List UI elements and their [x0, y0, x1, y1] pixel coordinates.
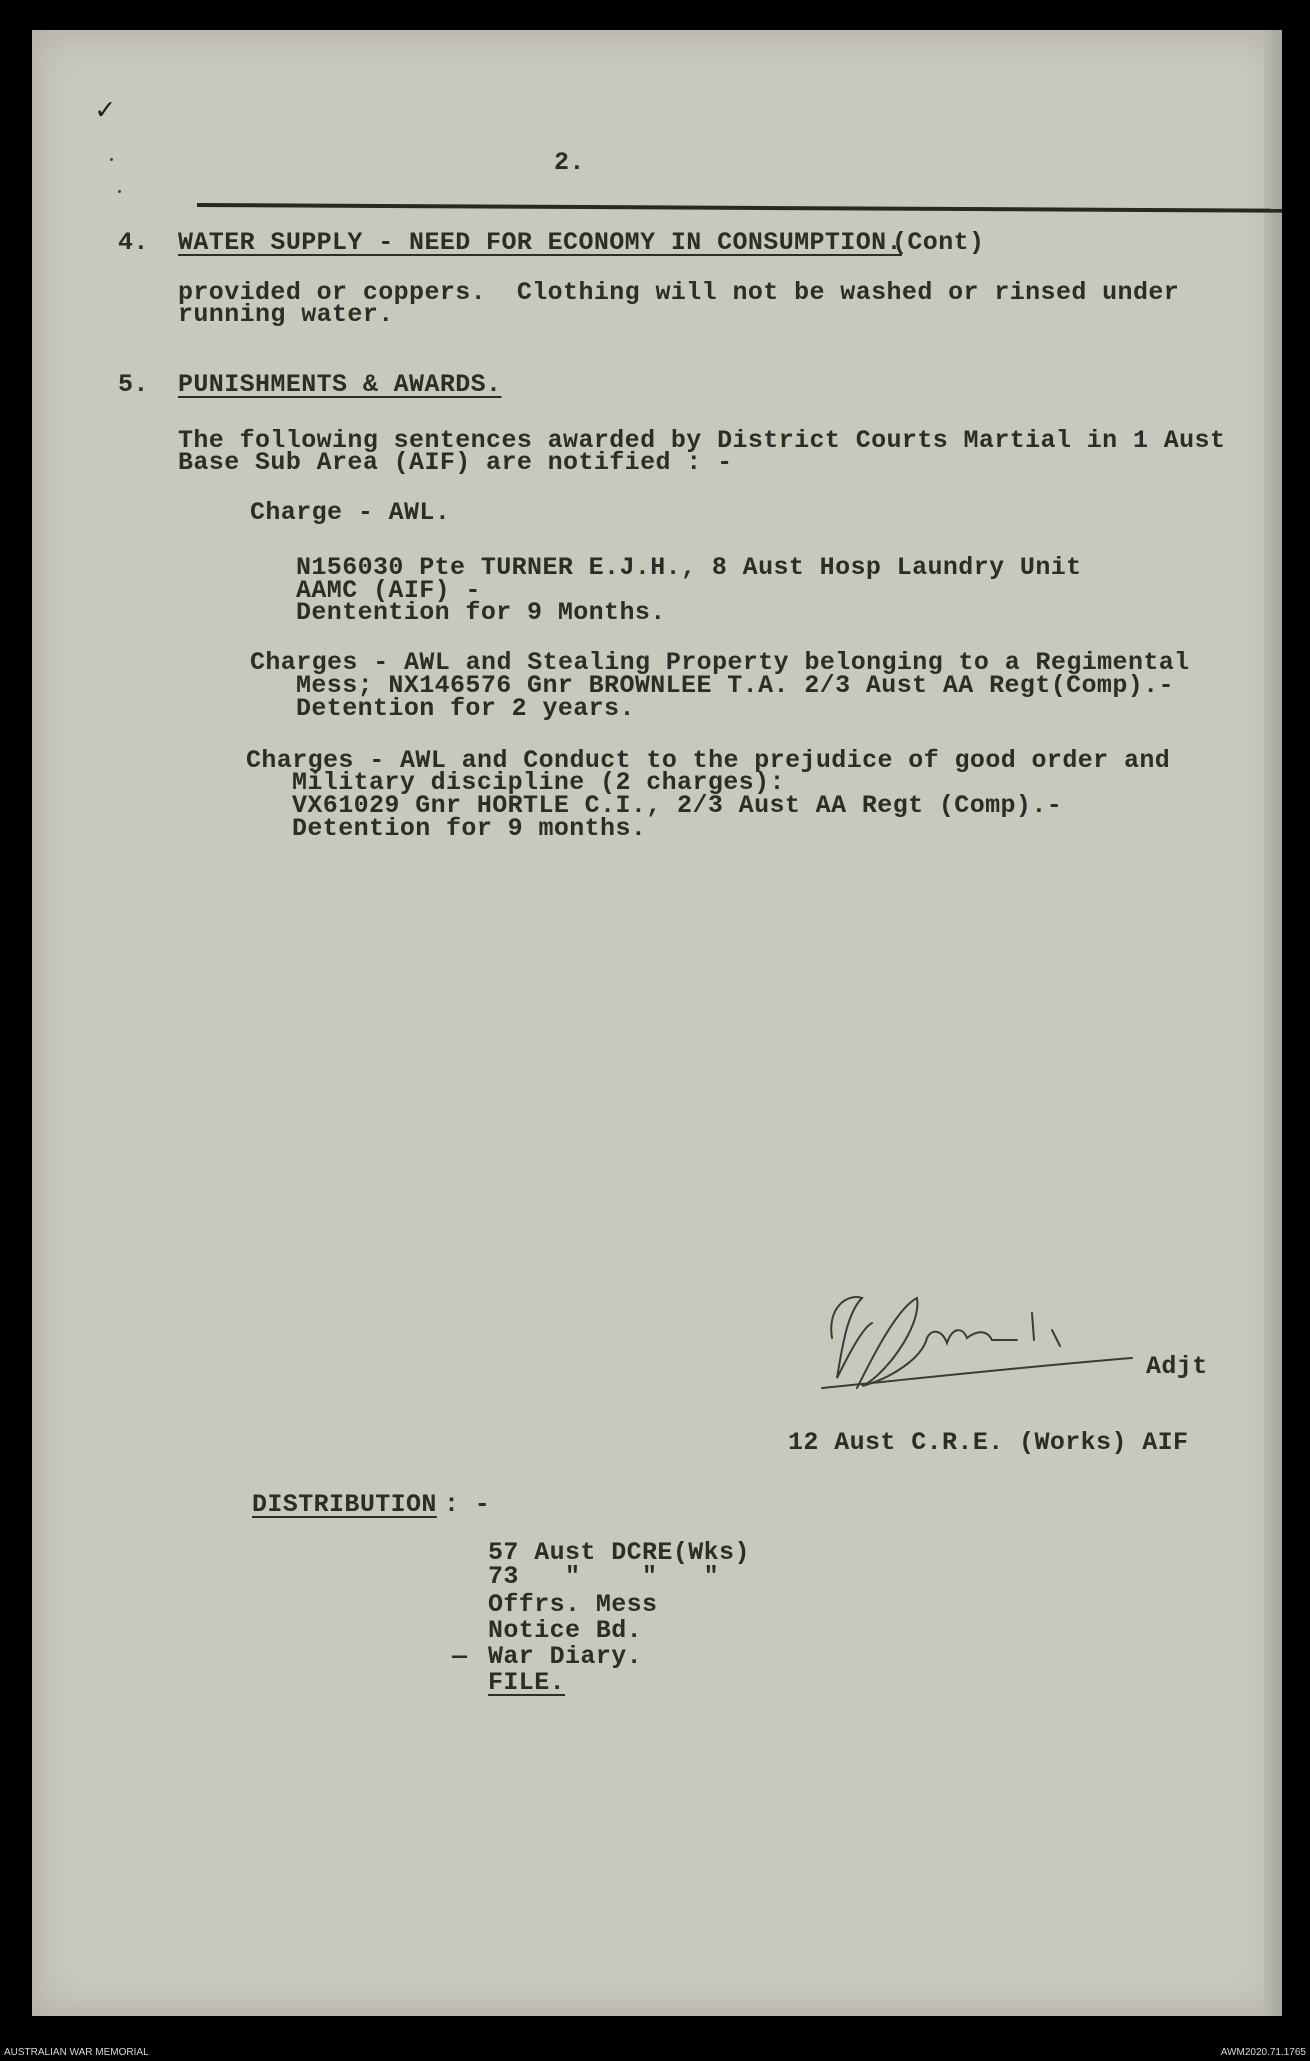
distribution-tick: — [452, 1642, 468, 1671]
charge-3-line: Detention for 9 months. [292, 814, 647, 843]
distribution-item: Offrs. Mess [488, 1590, 658, 1619]
distribution-item: 73 " " " [488, 1562, 720, 1591]
charge-2-line: Charges - AWL and Stealing Property belonging to a Regimental [250, 648, 1190, 677]
section-4-heading: WATER SUPPLY - NEED FOR ECONOMY IN CONSUMPTION. [178, 228, 902, 257]
distribution-item: War Diary. [488, 1642, 643, 1671]
handwritten-mark: ✓ [96, 95, 115, 129]
charge-3-line: Charges - AWL and Conduct to the prejudice of good order and [246, 746, 1171, 775]
document-page [32, 30, 1282, 2016]
charge-3-line: Military discipline (2 charges): [292, 768, 785, 797]
charge-1-line: N156030 Pte TURNER E.J.H., 8 Aust Hosp Laundry Unit [296, 553, 1082, 582]
charge-3-line: VX61029 Gnr HORTLE C.I., 2/3 Aust AA Regt (Comp).- [292, 791, 1063, 820]
section-5-heading: PUNISHMENTS & AWARDS. [178, 370, 502, 399]
section-4-number: 4. [118, 228, 149, 257]
signature-graphic [802, 1268, 1162, 1398]
signature-unit: 12 Aust C.R.E. (Works) AIF [788, 1428, 1189, 1457]
page-number: 2. [554, 148, 585, 177]
charge-2-line: Mess; NX146576 Gnr BROWNLEE T.A. 2/3 Aust AA Regt(Comp).- [296, 671, 1174, 700]
page-edge [1264, 30, 1282, 2016]
charge-1-heading: Charge - AWL. [250, 498, 451, 527]
section-5-number: 5. [118, 370, 149, 399]
archive-footer [0, 2045, 1310, 2061]
charge-1-line: AAMC (AIF) - [296, 576, 481, 605]
margin-dot [118, 190, 121, 193]
distribution-suffix: : - [444, 1490, 491, 1519]
distribution-label: DISTRIBUTION [252, 1490, 437, 1519]
section-4-cont: (Cont) [892, 228, 985, 257]
section-5-intro: Base Sub Area (AIF) are notified : - [178, 448, 733, 477]
signature-role: Adjt [1146, 1352, 1208, 1381]
section-5-intro: The following sentences awarded by District Courts Martial in 1 Aust [178, 426, 1226, 455]
footer-reference: AWM2020.71.1765 [1220, 2047, 1306, 2058]
section-4-line: running water. [178, 300, 394, 329]
distribution-item: Notice Bd. [488, 1616, 643, 1645]
footer-source: AUSTRALIAN WAR MEMORIAL [4, 2047, 149, 2058]
charge-1-line: Dentention for 9 Months. [296, 598, 666, 627]
charge-2-line: Detention for 2 years. [296, 694, 635, 723]
distribution-item: FILE. [488, 1668, 566, 1697]
margin-dot [110, 158, 113, 161]
header-rule [197, 203, 1282, 213]
section-4-line: provided or coppers. Clothing will not be washed or rinsed under [178, 278, 1180, 307]
distribution-item: 57 Aust DCRE(Wks) [488, 1538, 750, 1567]
